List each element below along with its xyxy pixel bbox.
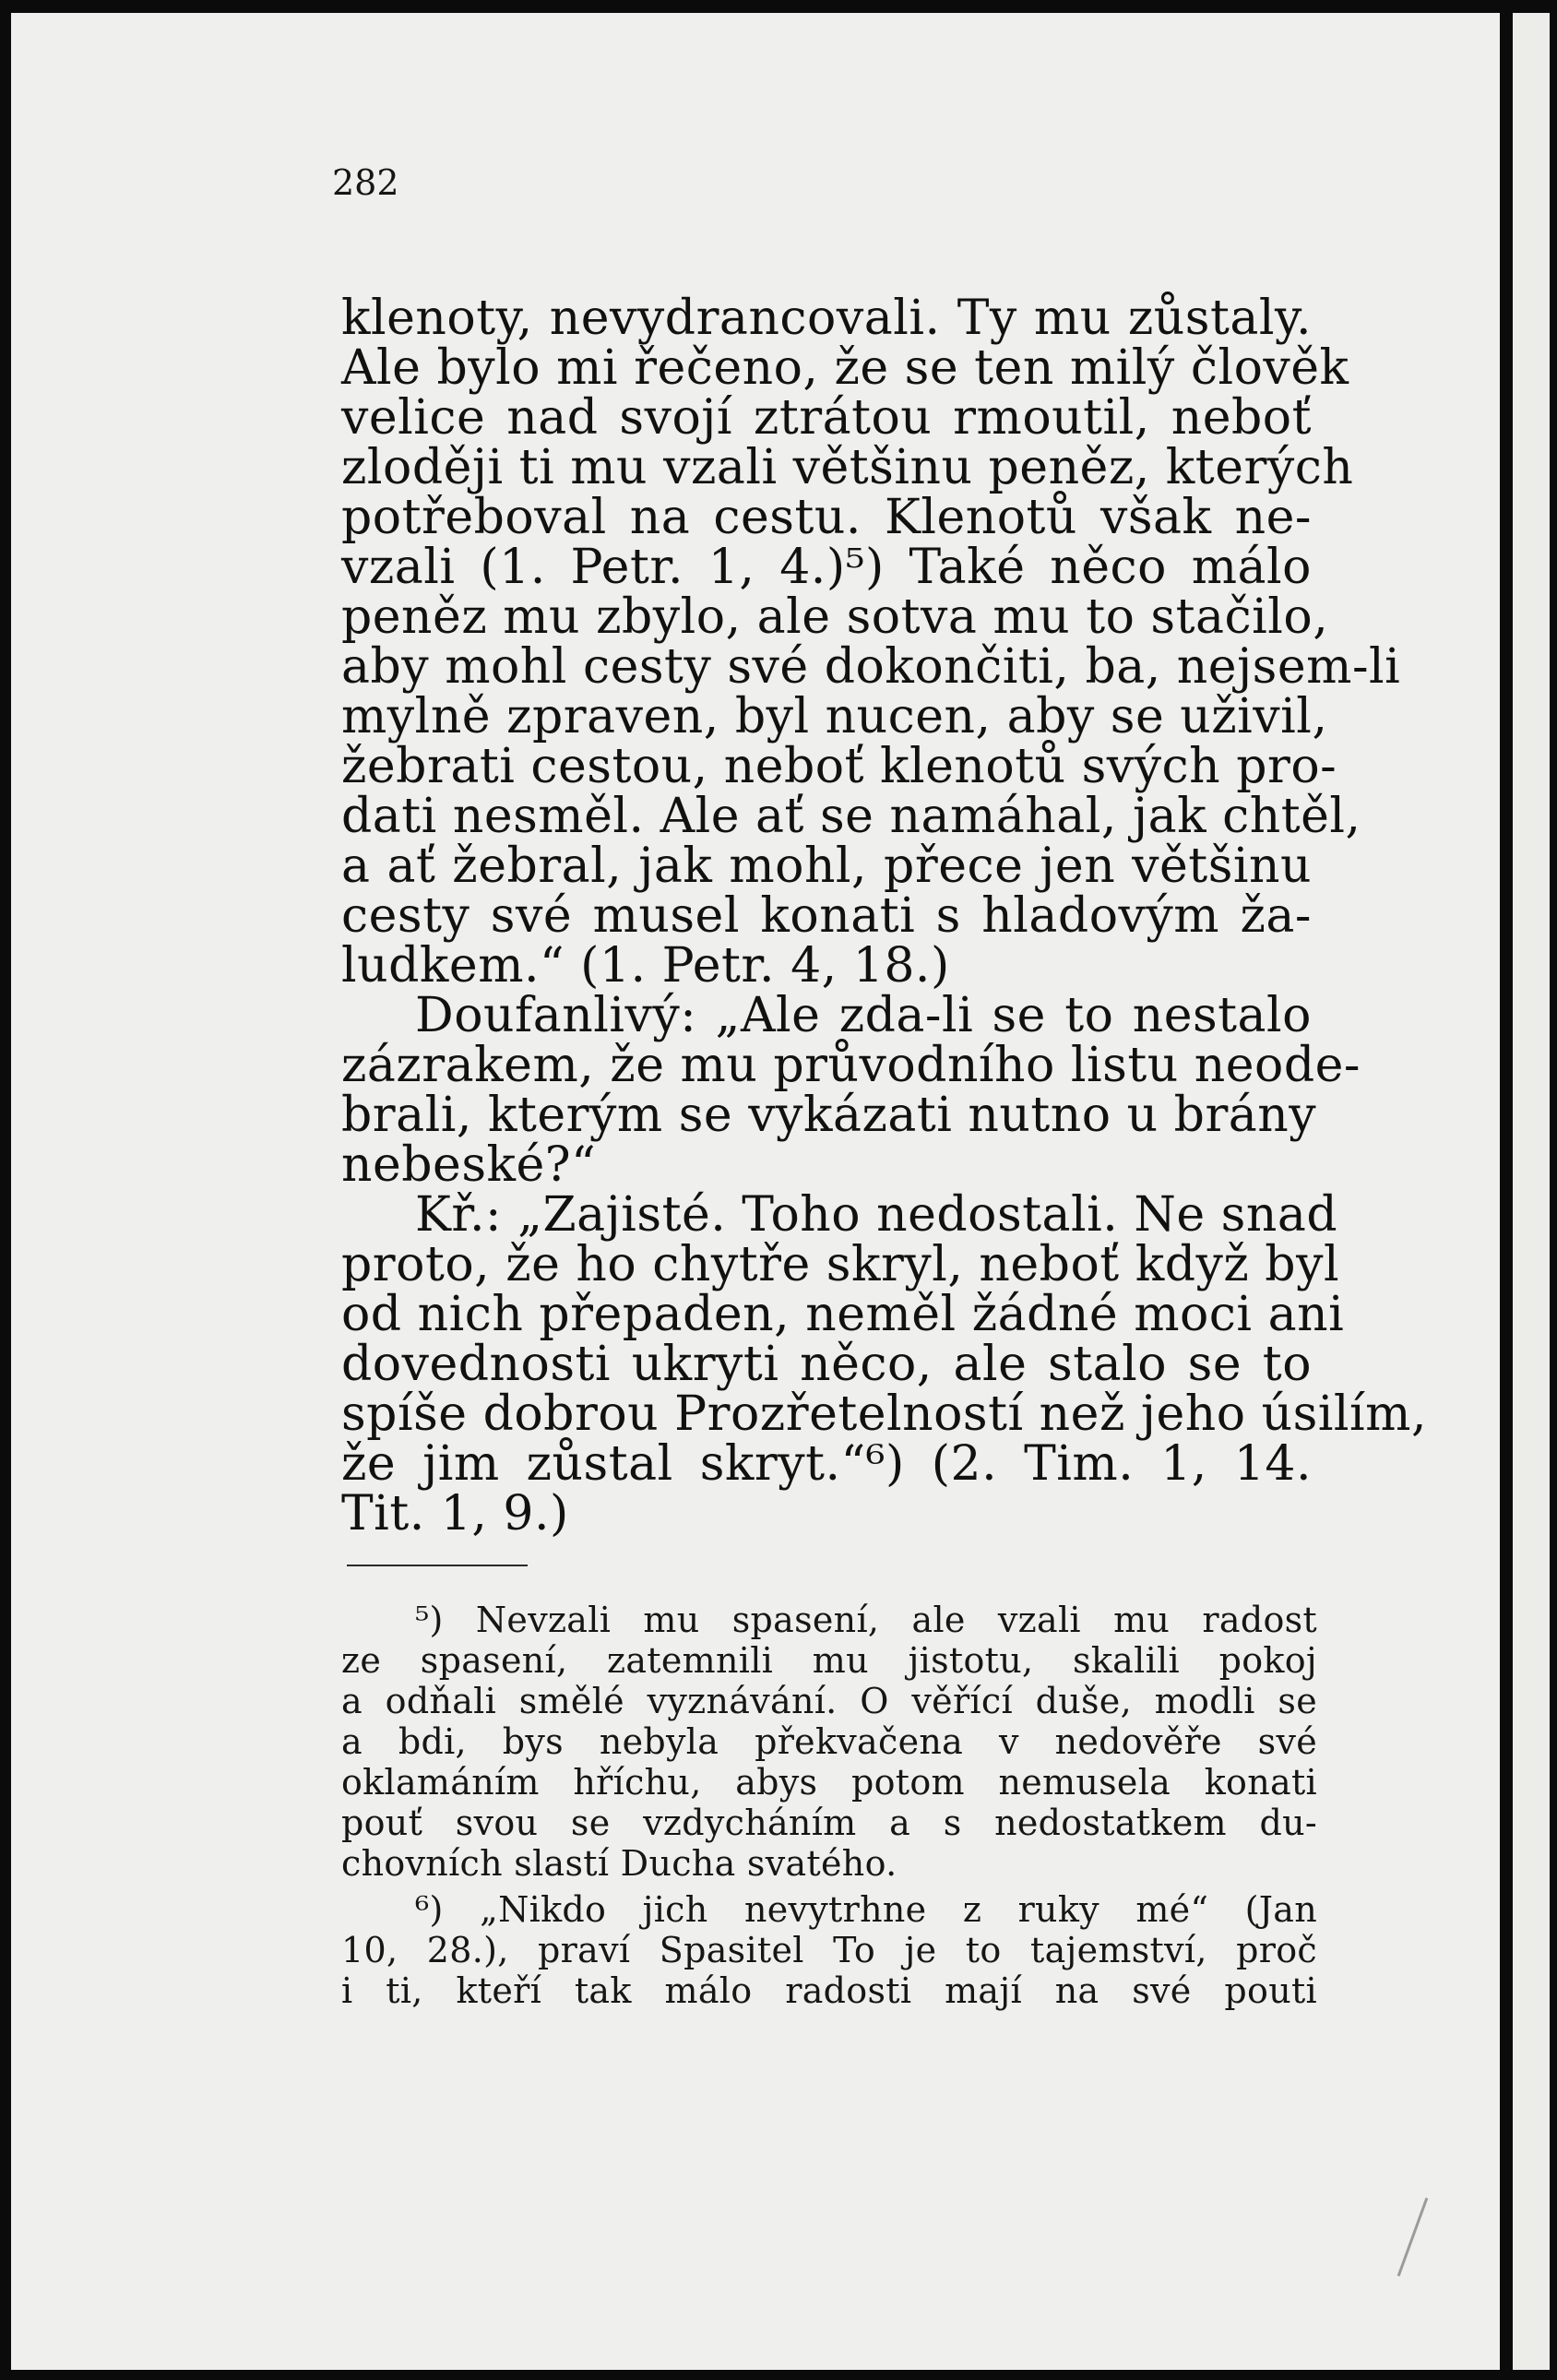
body-line: a ať žebral, jak mohl, přece jen většinu <box>341 839 1312 894</box>
body-line: dati nesměl. Ale ať se namáhal, jak chtěl, <box>341 789 1361 844</box>
body-line: od nich přepaden, neměl žádné moci ani <box>341 1287 1345 1342</box>
body-line: velice nad svojí ztrátou rmoutil, neboť <box>341 390 1312 446</box>
body-line: žebrati cestou, neboť klenotů svých pro- <box>341 739 1337 794</box>
body-line: brali, kterým se vykázati nutno u brány <box>341 1088 1317 1143</box>
body-line: zloději ti mu vzali většinu peněz, kterých <box>341 440 1354 495</box>
body-line: aby mohl cesty své dokončiti, ba, nejsem-li <box>341 639 1401 695</box>
body-line: Tit. 1, 9.) <box>341 1486 569 1541</box>
body-line: dovednosti ukryti něco, ale stalo se to <box>341 1337 1312 1392</box>
body-line: Ale bylo mi řečeno, že se ten milý člověk <box>341 340 1349 396</box>
body-line: spíše dobrou Prozřetelností než jeho úsilím, <box>341 1386 1427 1442</box>
footnote-separator <box>347 1565 528 1566</box>
footnote-line: 10, 28.), praví Spasitel To je to tajemství, proč <box>341 1930 1317 1970</box>
body-line: že jim zůstal skryt.“⁶) (2. Tim. 1, 14. <box>341 1436 1312 1492</box>
footnote-line: chovních slastí Ducha svatého. <box>341 1843 897 1884</box>
body-line: zázrakem, že mu průvodního listu neode- <box>341 1038 1361 1093</box>
body-line: Doufanlivý: „Ale zda-li se to nestalo <box>415 988 1312 1043</box>
footnote-line: ze spasení, zatemnili mu jistotu, skalili pokoj <box>341 1640 1317 1681</box>
body-line: peněz mu zbylo, ale sotva mu to stačilo, <box>341 589 1329 645</box>
footnote-line: i ti, kteří tak málo radosti mají na své pouti <box>341 1970 1317 2011</box>
body-line: nebeské?“ <box>341 1137 597 1193</box>
body-line: cesty své musel konati s hladovým ža- <box>341 888 1312 944</box>
body-line: klenoty, nevydrancovali. Ty mu zůstaly. <box>341 291 1312 346</box>
page-number: 282 <box>332 162 399 203</box>
body-line: ludkem.“ (1. Petr. 4, 18.) <box>341 938 950 994</box>
footnote-line: ⁵) Nevzali mu spasení, ale vzali mu radost <box>415 1600 1317 1640</box>
body-line: vzali (1. Petr. 1, 4.)⁵) Také něco málo <box>341 540 1312 595</box>
adjacent-page-edge <box>1513 13 1550 2370</box>
footnote-line: oklamáním hříchu, abys potom nemusela konati <box>341 1762 1317 1803</box>
footnote-line: pouť svou se vzdycháním a s nedostatkem du- <box>341 1803 1317 1843</box>
footnote-line: a odňali smělé vyznávání. O věřící duše, modli se <box>341 1681 1317 1721</box>
footnote-line: a bdi, bys nebyla překvačena v nedověře své <box>341 1721 1317 1762</box>
body-line: proto, že ho chytře skryl, neboť když byl <box>341 1237 1340 1292</box>
body-line: Kř.: „Zajisté. Toho nedostali. Ne snad <box>415 1187 1338 1243</box>
body-line: mylně zpraven, byl nucen, aby se uživil, <box>341 689 1328 744</box>
body-line: potřeboval na cestu. Klenotů však ne- <box>341 490 1312 545</box>
footnote-line: ⁶) „Nikdo jich nevytrhne z ruky mé“ (Jan <box>415 1889 1317 1930</box>
